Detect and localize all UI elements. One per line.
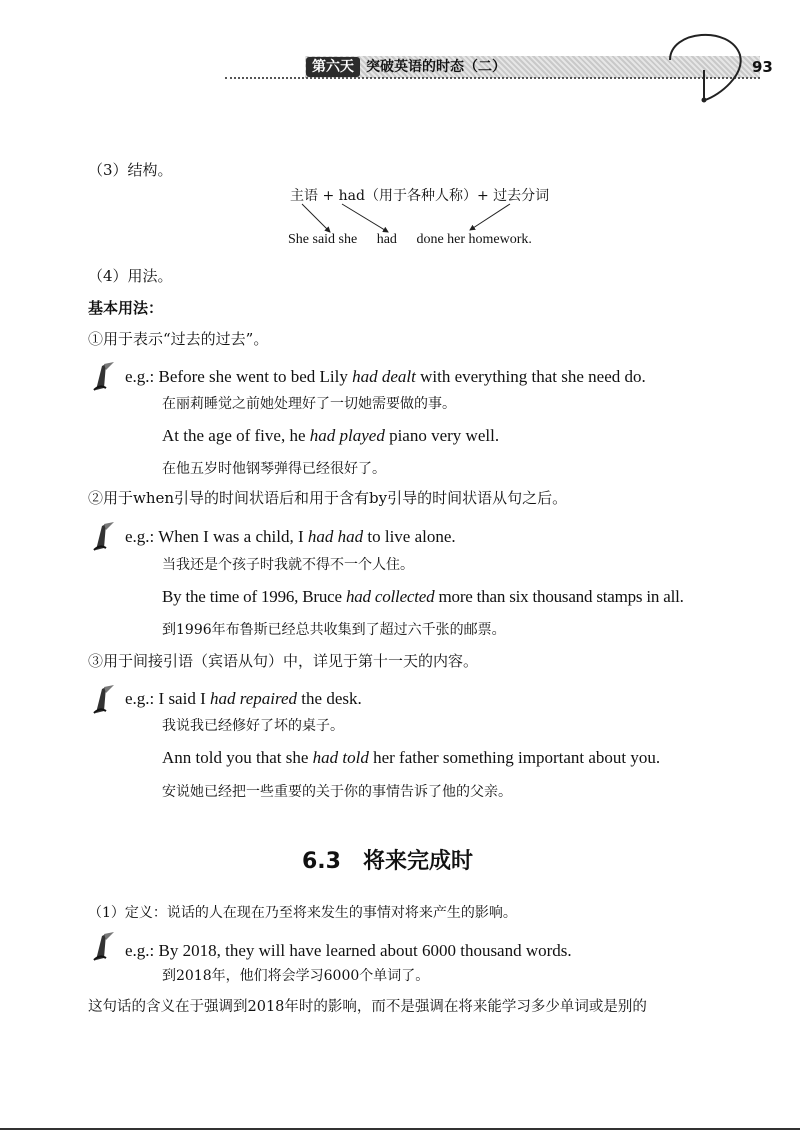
example-1b	[162, 425, 499, 447]
basic-usage-label: 基本用法：	[88, 299, 164, 317]
example-verb: had dealt	[352, 367, 416, 386]
example-text: By the time of 1996, Bruce	[162, 587, 346, 606]
example-text: to live alone.	[363, 527, 456, 546]
example-1b-translation: 在他五岁时他钢琴弹得已经很好了。	[162, 461, 386, 477]
example-verb: had told	[312, 748, 369, 767]
example-text: with everything that she need do.	[415, 367, 646, 386]
example-2b	[162, 586, 684, 608]
pencil-note-icon	[92, 930, 122, 962]
example-2b-translation: 到1996年布鲁斯已经总共收集到了超过六千张的邮票。	[162, 622, 506, 638]
usage-2: ②用于when引导的时间状语后和用于含有by引导的时间状语从句之后。	[88, 489, 568, 507]
structure-formula: 主语 + had（用于各种人称）+ 过去分词	[290, 188, 550, 204]
usage-3: ③用于间接引语（宾语从句）中，详见于第十一天的内容。	[88, 652, 479, 670]
usage-1: ①用于表示“过去的过去”。	[88, 330, 269, 348]
example-1a-translation: 在丽莉睡觉之前她处理好了一切她需要做的事。	[162, 396, 456, 412]
example-text: more than six thousand stamps in all.	[434, 587, 684, 606]
definition: （1）定义：说话的人在现在乃至将来发生的事情对将来产生的影响。	[88, 905, 517, 921]
example-2a-translation: 当我还是个孩子时我就不得不一个人住。	[162, 557, 414, 573]
structure-arrows	[280, 200, 540, 236]
example-3a	[125, 688, 362, 710]
example-text: Ann told you that she	[162, 748, 313, 767]
chapter-title: 突破英语的时态（二）	[366, 59, 506, 75]
example-text: When I was a child, I	[158, 527, 308, 546]
example-verb: had had	[307, 527, 364, 546]
pencil-note-icon	[92, 683, 122, 715]
example-text: Before she went to bed Lily	[158, 367, 353, 386]
example-text: her father something important about you.	[368, 748, 661, 767]
example-subject: She said she	[288, 232, 358, 247]
section-heading: 6.3 将来完成时	[302, 849, 473, 874]
example-1a	[125, 366, 646, 388]
page-number: 93	[752, 58, 773, 76]
example-text: piano very well.	[384, 426, 500, 445]
eg-label: e.g.:	[125, 941, 155, 960]
explanation-note: 这句话的含义在于强调到2018年时的影响，而不是强调在将来能学习多少单词或是别的	[88, 999, 647, 1015]
example-verb: had repaired	[210, 689, 298, 708]
example-text: By 2018, they will have learned about 6000 thousand words.	[158, 941, 572, 960]
structure-heading: （3）结构。	[88, 161, 173, 179]
pencil-note-icon	[92, 520, 122, 552]
example-rest: done her homework.	[416, 232, 532, 247]
example-2a	[125, 526, 456, 548]
eg-label: e.g.:	[125, 527, 155, 546]
pencil-note-icon	[92, 360, 122, 392]
example-4-translation: 到2018年，他们将会学习6000个单词了。	[162, 968, 430, 984]
chapter-badge: 第六天	[306, 57, 360, 77]
eg-label: e.g.:	[125, 689, 155, 708]
structure-example	[288, 232, 532, 248]
example-text: the desk.	[297, 689, 362, 708]
example-3b-translation: 安说她已经把一些重要的关于你的事情告诉了他的父亲。	[162, 784, 512, 800]
example-text: I said I	[158, 689, 210, 708]
page-bottom-rule	[0, 1128, 800, 1130]
example-3a-translation: 我说我已经修好了坏的桌子。	[162, 718, 344, 734]
usage-heading: （4）用法。	[88, 267, 173, 285]
example-verb: had played	[309, 426, 385, 445]
example-verb: had collected	[345, 587, 435, 606]
example-had: had	[376, 232, 397, 247]
header-swirl-icon	[660, 20, 750, 110]
eg-label: e.g.:	[125, 367, 155, 386]
example-text: At the age of five, he	[162, 426, 310, 445]
example-4	[125, 940, 572, 962]
example-3b	[162, 747, 660, 769]
